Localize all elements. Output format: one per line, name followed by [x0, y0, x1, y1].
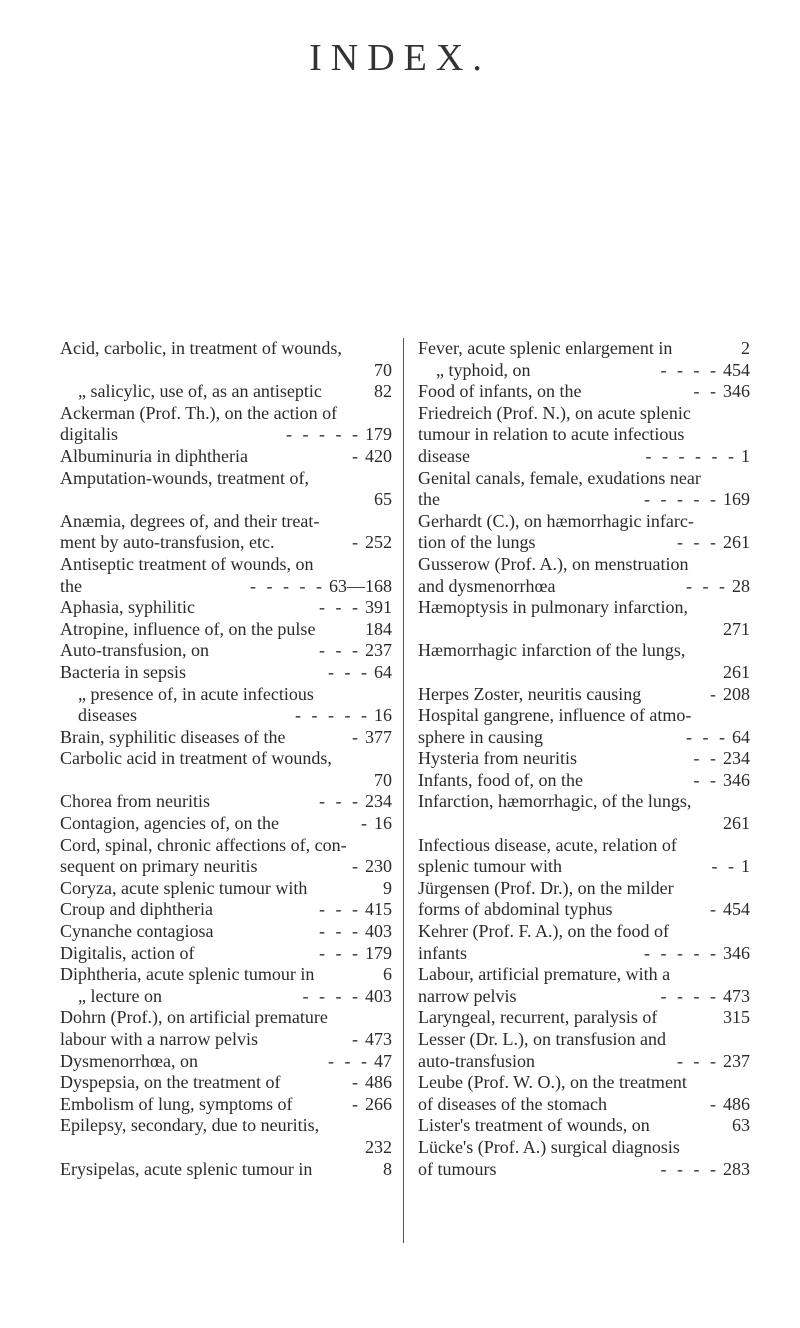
index-entry [60, 468, 392, 511]
index-entry [60, 554, 392, 597]
leader-dashes: - [710, 1093, 719, 1114]
leader-dashes: - [352, 726, 361, 747]
page-number: 346 [723, 942, 750, 963]
page-number: 346 [723, 381, 750, 402]
entry-text: of diseases of the stomach [418, 1093, 607, 1114]
index-entry [60, 662, 392, 684]
index-entry [418, 360, 750, 382]
entry-text: Hospital gangrene, influence of atmo- [418, 705, 692, 726]
leader-dashes: - [352, 856, 361, 877]
index-entry [60, 813, 392, 835]
leader-dashes: - [361, 813, 370, 834]
leader-dashes: - - [693, 748, 719, 769]
entry-text: Infarction, hæmorrhagic, of the lungs, [418, 791, 692, 812]
entry-text: Friedreich (Prof. N.), on acute splenic [418, 402, 691, 423]
index-entry [418, 1115, 750, 1137]
page-number: 63—168 [329, 575, 392, 596]
entry-text: narrow pelvis [418, 985, 517, 1006]
entry-text: Infectious disease, acute, relation of [418, 834, 677, 855]
entry-text: Aphasia, syphilitic [60, 597, 195, 618]
page-number: 70 [374, 359, 392, 380]
index-entry [60, 684, 392, 727]
index-entry [60, 899, 392, 921]
leader-dashes: - - - [677, 1050, 719, 1071]
page-number: 403 [365, 921, 392, 942]
page-number: 82 [374, 381, 392, 402]
entry-text: the [418, 489, 440, 510]
page-number: 63 [732, 1115, 750, 1136]
entry-text: Fever, acute splenic enlargement in [418, 338, 673, 358]
page-number: 28 [732, 575, 750, 596]
index-entry [60, 1051, 392, 1073]
index-column-right [418, 338, 750, 1180]
index-entry [418, 770, 750, 792]
index-entry [60, 403, 392, 446]
entry-text: Dyspepsia, on the treatment of [60, 1072, 281, 1093]
entry-text: splenic tumour with [418, 856, 562, 877]
entry-text: sphere in causing [418, 726, 543, 747]
index-entry [418, 597, 750, 640]
index-entry [60, 964, 392, 986]
leader-dashes: - - - [319, 791, 361, 812]
page-number: 261 [723, 813, 750, 834]
index-entry [418, 381, 750, 403]
page-number: 271 [723, 618, 750, 639]
index-entry [60, 878, 392, 900]
leader-dashes: - - - - - [295, 705, 370, 726]
page-number: 16 [374, 705, 392, 726]
index-entry [60, 943, 392, 965]
index-entry [60, 1072, 392, 1094]
leader-dashes: - - - [319, 942, 361, 963]
page-number: 391 [365, 597, 392, 618]
page-number: 6 [383, 964, 392, 985]
entry-text: „ salicylic, use of, as an antiseptic [78, 381, 322, 402]
entry-text: Antiseptic treatment of wounds, on [60, 553, 314, 574]
entry-text: digitalis [60, 424, 118, 445]
leader-dashes: - - [693, 381, 719, 402]
page-number: 16 [374, 813, 392, 834]
index-entry [60, 1094, 392, 1116]
index-entry [418, 511, 750, 554]
entry-text: infants [418, 942, 467, 963]
leader-dashes: - - - - - [250, 575, 325, 596]
index-entry [60, 727, 392, 749]
index-entry [418, 403, 750, 468]
page-number: 1 [741, 856, 750, 877]
page-number: 208 [723, 683, 750, 704]
entry-text: Labour, artificial premature, with a [418, 964, 671, 985]
leader-dashes: - - - - [660, 1158, 719, 1179]
leader-dashes: - - - [319, 640, 361, 661]
entry-text: Acid, carbolic, in treatment of wounds, [60, 338, 342, 358]
leader-dashes: - - - - [660, 985, 719, 1006]
entry-text: Epilepsy, secondary, due to neuritis, [60, 1115, 320, 1136]
entry-text: Cord, spinal, chronic affections of, con- [60, 834, 347, 855]
leader-dashes: - - - [328, 1050, 370, 1071]
leader-dashes: - - - [319, 899, 361, 920]
entry-text: Chorea from neuritis [60, 791, 210, 812]
leader-dashes: - - - [686, 726, 728, 747]
index-entry [418, 748, 750, 770]
page-number: 315 [723, 1007, 750, 1028]
entry-text: Erysipelas, acute splenic tumour in [60, 1158, 313, 1179]
page-number: 420 [365, 445, 392, 466]
leader-dashes: - - [693, 769, 719, 790]
entry-text: auto-transfusion [418, 1050, 535, 1071]
index-entry [60, 791, 392, 813]
page-number: 234 [365, 791, 392, 812]
index-entry [60, 446, 392, 468]
page-number: 179 [365, 424, 392, 445]
entry-text: Hæmorrhagic infarction of the lungs, [418, 640, 686, 661]
entry-text: Food of infants, on the [418, 381, 582, 402]
index-entry [60, 1115, 392, 1158]
page-number: 252 [365, 532, 392, 553]
entry-text: Hæmoptysis in pulmonary infarction, [418, 597, 688, 618]
leader-dashes: - [352, 532, 361, 553]
page-number: 9 [383, 877, 392, 898]
leader-dashes: - - - [319, 921, 361, 942]
entry-text: Laryngeal, recurrent, paralysis of [418, 1007, 658, 1028]
entry-text: of tumours [418, 1158, 497, 1179]
entry-text: disease [418, 445, 470, 466]
page-number: 47 [374, 1050, 392, 1071]
entry-text: Herpes Zoster, neuritis causing [418, 683, 642, 704]
entry-text: Carbolic acid in treatment of wounds, [60, 748, 332, 769]
page-number: 377 [365, 726, 392, 747]
entry-text: „ lecture on [78, 985, 162, 1006]
leader-dashes: - - - [319, 597, 361, 618]
entry-text: Infants, food of, on the [418, 769, 583, 790]
index-entry [60, 921, 392, 943]
leader-dashes: - - - [686, 575, 728, 596]
index-entry [60, 511, 392, 554]
entry-text: Lesser (Dr. L.), on transfusion and [418, 1029, 666, 1049]
page-number: 486 [723, 1093, 750, 1114]
index-entry [60, 338, 392, 381]
index-entry [418, 338, 750, 360]
entry-text: Coryza, acute splenic tumour with [60, 877, 308, 898]
page-number: 8 [383, 1158, 392, 1179]
index-entry [418, 640, 750, 683]
page-number: 473 [723, 985, 750, 1006]
index-entry [418, 554, 750, 597]
index-column-left [60, 338, 392, 1180]
entry-text: Hysteria from neuritis [418, 748, 577, 769]
entry-text: Contagion, agencies of, on the [60, 813, 279, 834]
entry-text: Lister's treatment of wounds, on [418, 1115, 650, 1136]
entry-text: and dysmenorrhœa [418, 575, 556, 596]
index-entry [60, 1007, 392, 1050]
page-number: 232 [365, 1136, 392, 1157]
entry-text: tion of the lungs [418, 532, 536, 553]
page-number: 415 [365, 899, 392, 920]
page-number: 261 [723, 661, 750, 682]
entry-text: Amputation-wounds, treatment of, [60, 467, 309, 488]
entry-text: Embolism of lung, symptoms of [60, 1093, 293, 1114]
page-number: 346 [723, 769, 750, 790]
entry-text: Bacteria in sepsis [60, 661, 186, 682]
entry-text: Brain, syphilitic diseases of the [60, 726, 286, 747]
page-number: 70 [374, 769, 392, 790]
leader-dashes: - - - - - - [645, 445, 737, 466]
index-entry [418, 705, 750, 748]
entry-text: Genital canals, female, exudations near [418, 467, 701, 488]
column-divider [403, 338, 404, 1243]
page-number: 237 [723, 1050, 750, 1071]
entry-text: Auto-transfusion, on [60, 640, 209, 661]
page-number: 454 [723, 359, 750, 380]
page-number: 234 [723, 748, 750, 769]
page-number: 64 [374, 661, 392, 682]
index-entry [418, 1029, 750, 1072]
entry-text: Digitalis, action of [60, 942, 195, 963]
leader-dashes: - - - - [302, 985, 361, 1006]
leader-dashes: - [710, 683, 719, 704]
page-number: 473 [365, 1029, 392, 1049]
leader-dashes: - - - - - [644, 489, 719, 510]
index-entry [418, 878, 750, 921]
leader-dashes: - - - - - [286, 424, 361, 445]
page-title: INDEX. [309, 37, 491, 79]
index-entry [418, 921, 750, 964]
page-number: 230 [365, 856, 392, 877]
leader-dashes: - [710, 899, 719, 920]
entry-text: ment by auto-transfusion, etc. [60, 532, 275, 553]
index-entry [60, 1159, 392, 1181]
index-entry [418, 468, 750, 511]
leader-dashes: - [352, 1072, 361, 1093]
index-entry [60, 835, 392, 878]
leader-dashes: - [352, 445, 361, 466]
index-entry [418, 791, 750, 834]
index-entry [418, 964, 750, 1007]
entry-text: Croup and diphtheria [60, 899, 213, 920]
entry-text: Dysmenorrhœa, on [60, 1050, 198, 1071]
entry-text: Albuminuria in diphtheria [60, 445, 248, 466]
page-number: 266 [365, 1093, 392, 1114]
entry-text: Atropine, influence of, on the pulse [60, 618, 316, 639]
leader-dashes: - - - [677, 532, 719, 553]
leader-dashes: - - [711, 856, 737, 877]
index-entry [60, 986, 392, 1008]
index-entry [418, 1137, 750, 1180]
leader-dashes: - - - [328, 661, 370, 682]
entry-text: Ackerman (Prof. Th.), on the action of [60, 402, 338, 423]
entry-text: the [60, 575, 82, 596]
page-number: 237 [365, 640, 392, 661]
index-entry [418, 684, 750, 706]
entry-text: Jürgensen (Prof. Dr.), on the milder [418, 877, 674, 898]
entry-text: labour with a narrow pelvis [60, 1029, 258, 1049]
entry-text: Diphtheria, acute splenic tumour in [60, 964, 315, 985]
entry-text: diseases [78, 705, 137, 726]
page-number: 65 [374, 489, 392, 510]
entry-text: Leube (Prof. W. O.), on the treatment [418, 1072, 687, 1093]
page-number: 403 [365, 985, 392, 1006]
page-number: 1 [741, 445, 750, 466]
entry-text: Lücke's (Prof. A.) surgical diagnosis [418, 1136, 680, 1157]
page-number: 283 [723, 1158, 750, 1179]
index-entry [60, 381, 392, 403]
entry-text: Kehrer (Prof. F. A.), on the food of [418, 921, 670, 942]
leader-dashes: - - - - [660, 359, 719, 380]
index-entry [60, 597, 392, 619]
entry-text: forms of abdominal typhus [418, 899, 613, 920]
page-number: 2 [741, 338, 750, 358]
page-number: 454 [723, 899, 750, 920]
entry-text: tumour in relation to acute infectious [418, 424, 685, 445]
entry-text: Gusserow (Prof. A.), on menstruation [418, 553, 689, 574]
entry-text: sequent on primary neuritis [60, 856, 258, 877]
page-number: 169 [723, 489, 750, 510]
entry-text: Cynanche contagiosa [60, 921, 214, 942]
leader-dashes: - [352, 1093, 361, 1114]
entry-text: Dohrn (Prof.), on artificial premature [60, 1007, 328, 1028]
page-number: 64 [732, 726, 750, 747]
leader-dashes: - [352, 1029, 361, 1049]
index-entry [60, 619, 392, 641]
page-number: 179 [365, 942, 392, 963]
page-number: 184 [365, 618, 392, 639]
index-entry [418, 835, 750, 878]
index-entry [418, 1072, 750, 1115]
entry-text: „ presence of, in acute infectious [78, 683, 314, 704]
page-number: 261 [723, 532, 750, 553]
entry-text: „ typhoid, on [436, 359, 531, 380]
index-entry [418, 1007, 750, 1029]
leader-dashes: - - - - - [644, 942, 719, 963]
page-number: 486 [365, 1072, 392, 1093]
index-entry [60, 748, 392, 791]
index-entry [60, 640, 392, 662]
entry-text: Gerhardt (C.), on hæmorrhagic infarc- [418, 510, 694, 531]
entry-text: Anæmia, degrees of, and their treat- [60, 510, 320, 531]
